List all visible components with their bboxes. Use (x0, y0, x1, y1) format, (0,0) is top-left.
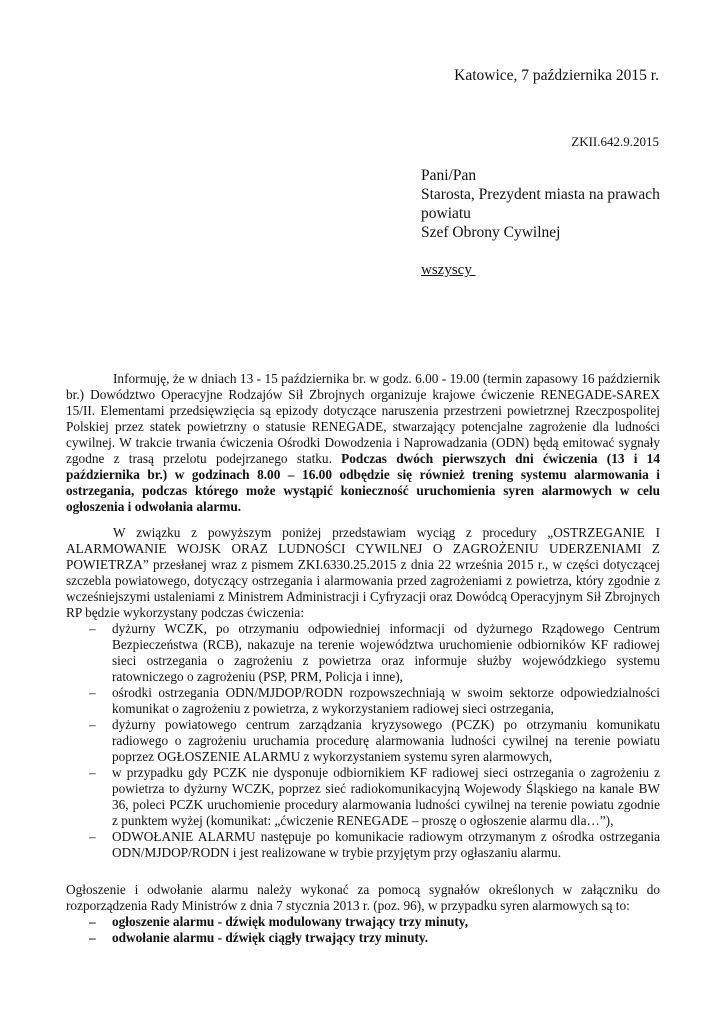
list-item-text: dyżurny WCZK, po otrzymaniu odpowiedniej informacji od dyżurnego Rządowego Centrum Bezpieczeństwa (RCB), nakazuje na terenie województwa uruchomienie odbiorników KF radiowej sieci ostrzegania o zagrożeniu z powietrza oraz informuje służby wojewódzkiego systemu ratowniczego o zagrożeniu (PSP, PRM, Policja i inne), (112, 621, 660, 684)
intro-text: Informuję, że w dniach 13 - 15 października br. w godz. 6.00 - 19.00 (termin zapasowy 16 październik br.) Dowództwo Operacyjne Rodzajów Sił Zbrojnych organizuje krajowe ćwiczenie RENEGADE-SAREX 15/II. Elementami przedsięwzięcia są epizody dotyczące naruszenia przestrzeni powietrznej Rzeczpospolitej Polskiej przez statek powietrzny o statusie RENEGADE, stwarzający potencjalne zagrożenie dla ludności cywilnej. W trakcie trwania ćwiczenia Ośrodki Dowodzenia i Naprowadzania (ODN) będą emitować sygnały zgodne z trasą przelotu podejrzanego statku. (66, 371, 660, 466)
signals-text: Ogłoszenie i odwołanie alarmu należy wykonać za pomocą sygnałów określonych w załączniku do rozporządzenia Rady Ministrów z dnia 7 stycznia 2013 r. (poz. 96), w przypadku syren alarmowych są to: (66, 882, 660, 913)
letter-date: Katowice, 7 października 2015 r. (454, 67, 659, 84)
signals-list (66, 914, 660, 946)
list-item-text: ODWOŁANIE ALARMU następuje po komunikacie radiowym otrzymanym z ośrodka ostrzegania ODN/MJDOP/RODN i jest realizowane w trybie przyjętym przy ogłaszaniu alarmu. (112, 829, 660, 860)
paragraph-signals (66, 882, 660, 946)
addressee-line: Starosta, Prezydent miasta na prawach (421, 186, 660, 203)
paragraph-intro (66, 371, 660, 515)
addressee-line: powiatu (421, 205, 471, 222)
list-item (66, 717, 660, 765)
addressee-line: Szef Obrony Cywilnej (421, 224, 561, 241)
signal-item-text: ogłoszenie alarmu - dźwięk modulowany trwający trzy minuty, (112, 914, 469, 929)
distribution-note: wszyscy (421, 262, 476, 278)
reference-number: ZKII.642.9.2015 (571, 134, 659, 149)
dash-marker: – (89, 717, 96, 732)
addressee-line: Pani/Pan (421, 167, 477, 184)
list-item-text: dyżurny powiatowego centrum zarządzania kryzysowego (PCZK) po otrzymaniu komunikatu radiowego o zagrożeniu uruchamia procedurę alarmowania ludności cywilnej na terenie powiatu poprzez OGŁOSZENIE ALARMU z wykorzystaniem systemu syren alarmowych, (112, 717, 660, 764)
dash-marker: – (89, 685, 96, 700)
list-item (66, 765, 660, 829)
dash-marker: – (89, 765, 96, 780)
list-item (66, 685, 660, 717)
dash-marker: – (89, 829, 96, 844)
dash-marker: – (89, 621, 96, 636)
intro-bold-text: Podczas dwóch pierwszych dni ćwiczenia (13 i 14 października br.) w godzinach 8.00 – 16.00 odbędzie się również trening systemu alarmowania i ostrzegania, podczas którego może wystąpić konieczność uruchomienia syren alarmowych w celu ogłoszenia i odwołania alarmu. (66, 451, 660, 514)
list-item-text: w przypadku gdy PCZK nie dysponuje odbiornikiem KF radiowej sieci ostrzegania o zagrożeniu z powietrza to dyżurny WCZK, poprzez sieć radiokomunikacyjną Wojewody Śląskiego na kanale BW 36, poleci PCZK uruchomienie procedury alarmowania ludności cywilnej na terenie powiatu zgodnie z punktem wyżej (komunikat: „ćwiczenie RENEGADE – proszę o ogłoszenie alarmu dla…”), (112, 765, 660, 828)
paragraph-procedure (66, 525, 660, 861)
signal-item-text: odwołanie alarmu - dźwięk ciągły trwający trzy minuty. (112, 930, 429, 945)
signal-item (66, 914, 660, 930)
dash-marker: – (89, 930, 96, 945)
list-item (66, 829, 660, 861)
signal-item (66, 930, 660, 946)
list-item (66, 621, 660, 685)
list-item-text: ośrodki ostrzegania ODN/MJDOP/RODN rozpowszechniają w swoim sektorze odpowiedzialności komunikat o zagrożeniu z powietrza, z wykorzystaniem radiowej sieci ostrzegania, (112, 685, 660, 716)
addressee-block (421, 166, 681, 242)
dash-marker: – (89, 914, 96, 929)
procedure-text: W związku z powyższym poniżej przedstawiam wyciąg z procedury „OSTRZEGANIE I ALARMOWANIE WOJSK ORAZ LUDNOŚCI CYWILNEJ O ZAGROŻENIU UDERZENIAMI Z POWIETRZA” przesłanej wraz z pismem ZKI.6330.25.2015 z dnia 22 września 2015 r., w części dotyczącej szczebla powiatowego, dotyczący ostrzegania i alarmowania przed zagrożeniami z powietrza, który zgodnie z wcześniejszymi ustaleniami z Ministrem Administracji i Cyfryzacji oraz Dowódcą Operacyjnym Sił Zbrojnych RP będzie wykorzystany podczas ćwiczenia: (66, 525, 660, 620)
procedure-list (66, 621, 660, 861)
